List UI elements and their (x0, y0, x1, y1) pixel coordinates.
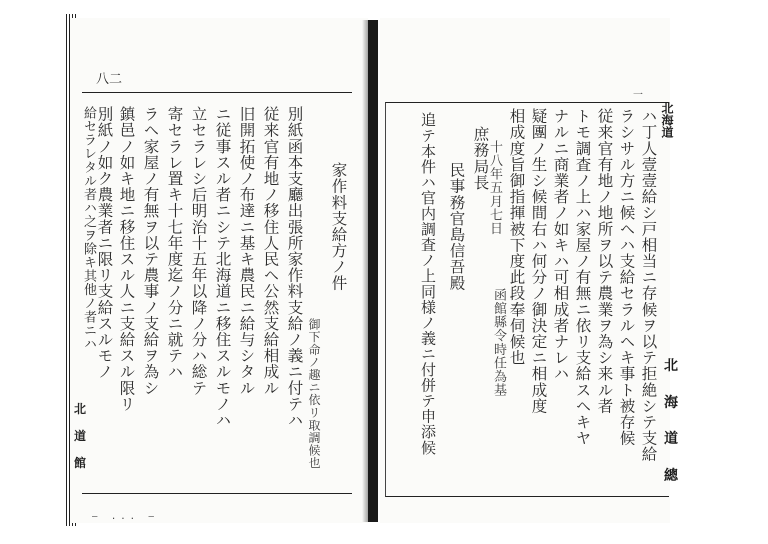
left-column: 立セラレシ后明治十五年以降ノ分ハ総テ (189, 106, 208, 396)
spine-char: 北 (664, 358, 678, 375)
spine-char: 海 (664, 394, 678, 411)
left-column: ニ従事スル者ニシテ北海道ニ移住スルモノハ (213, 106, 232, 428)
right-column: ナルニ商業者ノ如キハ可相成者ナレハ (551, 108, 570, 382)
spine-top-title: 北海道 (660, 102, 674, 138)
right-signature: 庶務局長 (471, 126, 490, 191)
left-column: 別紙函本支廳出張所家作料支給ノ義ニ付テハ (285, 106, 304, 428)
right-date: 十八年五月七日 (487, 140, 502, 236)
book-gutter (368, 20, 378, 522)
left-column-heading: 家作料支給方ノ件 (329, 162, 348, 291)
right-column: 従来官有地ノ地所ヲ以テ農業ヲ為シ来ル者 (595, 108, 614, 414)
spine-char: 總 (664, 467, 678, 484)
left-column-note: 御下命ノ趣ニ依リ取調候也 (307, 318, 321, 470)
bleed-through-marks (72, 400, 88, 492)
spine-char: 道 (664, 431, 678, 448)
left-column: ラヘ家屋ノ有無ヲ以テ農事ノ支給ヲ為シ (141, 106, 160, 396)
left-column: 給セラレタル者ハ之ヲ除キ其他ノ者ニハ (81, 106, 96, 351)
left-column: 別紙ノ如ク農業者ニ限リ支給スルモノ (95, 106, 114, 380)
left-column: 従来官有地ノ移住人民ヘ公然支給相成ル (261, 106, 280, 396)
page-number: 八二 (96, 72, 123, 87)
bottom-marks: — ... — (92, 512, 158, 522)
right-column: 疑團ノ生シ候間右ハ何分ノ御決定ニ相成度 (529, 108, 548, 414)
left-column: 寄セラレ置キ十七年度迄ノ分ニ就テハ (165, 106, 184, 380)
left-column: 旧開拓使ノ布達ニ基キ農民ニ給与シタル (237, 106, 256, 396)
bleed-char: 館 (73, 456, 86, 470)
bleed-char: 道 (73, 429, 86, 443)
right-addressee: 民事務官島信吾殿 (447, 162, 466, 291)
right-column: ハ丁人壹壹給シ戸相当ニ存候ヲ以テ拒絶シテ支給 (639, 108, 658, 463)
right-column: 相成度旨御指揮被下度此段奉伺候也 (507, 108, 526, 366)
right-column: ラシサル方ニ候ヘハ支給セラルヘキ事ト被存候 (617, 108, 636, 447)
right-column: トモ調査ノ上ハ家屋ノ有無ニ依リ支給スヘキヤ (573, 108, 592, 447)
bleed-char: 北 (73, 402, 86, 416)
left-column: 鎮邑ノ如キ地ニ移住スル人ニ支給スル限リ (117, 106, 136, 412)
right-page-mark: 一 (633, 90, 643, 101)
right-postscript: 追テ本件ハ官内調査ノ上同様ノ義ニ付併テ申添候 (419, 112, 437, 456)
right-signer: 函館縣令時任為基 (491, 288, 506, 397)
